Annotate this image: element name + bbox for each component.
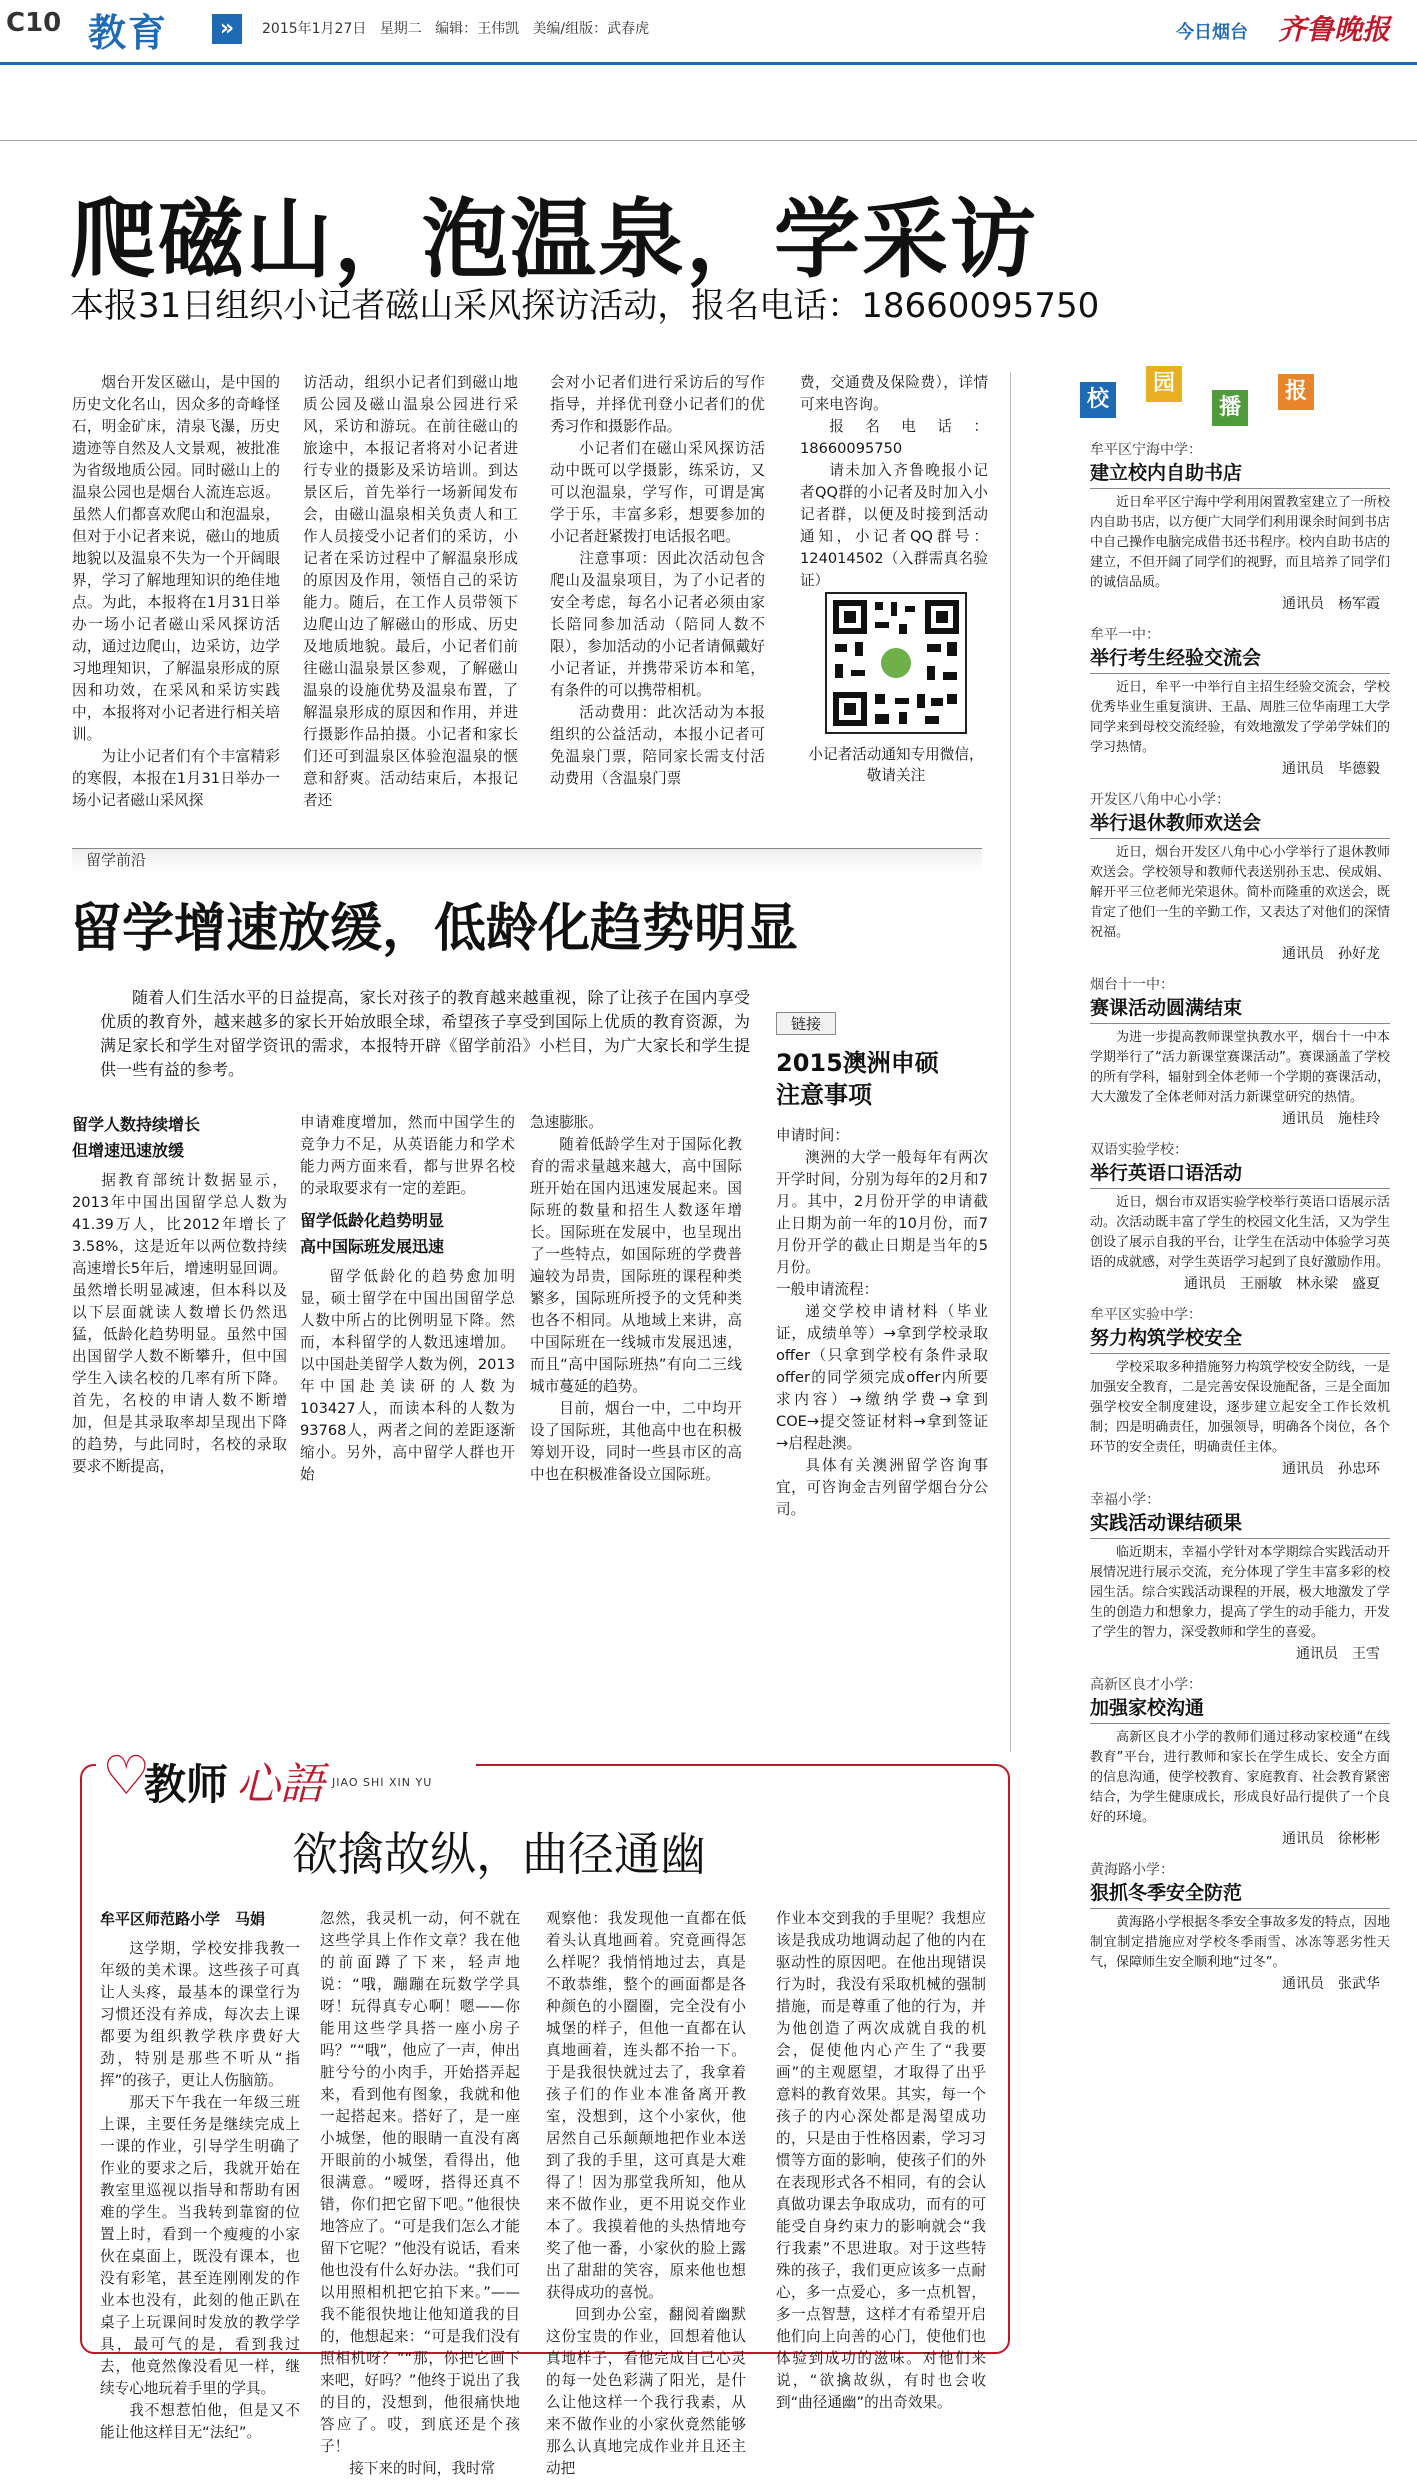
lead-col-3 — [550, 372, 765, 790]
teacher-col-3 — [546, 1908, 746, 2480]
teacher-col1-p2: 那天下午我在一年级三班上课，主要任务是继续完成上一课的作业，引导学生明确了作业的要求之后，我就开始在教室里巡视以指导和帮助有困难的学生。当我转到靠窗的位置上时，看到一个瘦瘦的小家伙在桌面上，既没有课本，也没有彩笔，甚至连刚刚发的作业本也没有，此刻的他正趴在桌子上玩课间时发放的教学学具，最可气的是，看到我过去，他竟然像没看见一样，继续专心地玩着手里的学具。 — [100, 2094, 300, 2397]
header-editor: 编辑：王伟凯 — [435, 21, 520, 37]
sidebar-char-1: 校 — [1080, 382, 1116, 418]
link-title-1: 2015澳洲申硕 — [776, 1049, 939, 1077]
news-reporter: 通讯员 施桂玲 — [1282, 1111, 1380, 1127]
teacher-col2-p2: 接下来的时间，我时常 — [349, 2460, 496, 2477]
news-item-9 — [1090, 1860, 1390, 1995]
lead-col3-p3: 注意事项：因此次活动包含爬山及温泉项目，为了小记者的安全考虑，每名小记者必须由家长陪同参加活动（陪同人数不限），参加活动的小记者请佩戴好小记者证，并携带采访本和笔，有条件的可以携带相机。 — [550, 550, 765, 699]
lead-col3-p2: 小记者们在磁山采风探访活动中既可以学摄影，练采访，又可以泡温泉，学写作，可谓是寓学于乐，丰富多彩，想要参加的小记者赶紧拨打电话报名吧。 — [550, 440, 765, 545]
sidebar-header — [1080, 360, 1400, 430]
news-school: 烟台十一中： — [1090, 977, 1174, 993]
link-title-2: 注意事项 — [776, 1081, 872, 1109]
news-title: 狠抓冬季安全防范 — [1090, 1880, 1390, 1909]
teacher-col-1 — [100, 1938, 300, 2444]
link-p3: 一般申请流程： — [776, 1281, 879, 1298]
abroad-col3-p2: 随着低龄学生对于国际化教育的需求量越来越大，高中国际班开始在国内迅速发展起来。国际班的数量和招生人数逐年增长。国际班在发展中，也呈现出了一些特点，如国际班的学费普遍较为昂贵，国际班的课程种类繁多，国际班所授予的文凭种类也各不相同。从地域上来讲，高中国际班在一线城市发展迅速，而且“高中国际班热”有向二三线城市蔓延的趋势。 — [530, 1136, 742, 1395]
header-rule-thin — [0, 140, 1417, 141]
news-body: 为进一步提高教师课堂执教水平，烟台十一中本学期举行了“活力新课堂赛课活动”。赛课涵盖了学校的所有学科，辐射到全体老师一个学期的赛课活动，大大激发了全体老师对活力新课堂研究的热情。 — [1090, 1030, 1390, 1105]
abroad-col-1 — [72, 1112, 287, 1478]
news-title: 建立校内自助书店 — [1090, 460, 1390, 489]
abroad-col-2 — [300, 1112, 515, 1486]
news-school: 双语实验学校： — [1090, 1142, 1188, 1158]
sidebar-char-3: 播 — [1212, 390, 1248, 426]
abroad-col1-p1: 据教育部统计数据显示，2013年中国出国留学总人数为41.39万人，比2012年增长了3.58%，这是近年以两位数持续高速增长5年后，增速明显回调。虽然增长明显减速，但本科以及以下层面就读人数增长仍然迅猛，低龄化趋势明显。虽然中国出国留学人数不断攀升，但中国学生入读名校的几率有所下降。首先，名校的申请人数不断增加，但是其录取率却呈现出下降的趋势，与此同时，名校的录取要求不断提高， — [72, 1172, 287, 1475]
news-title: 实践活动课结硕果 — [1090, 1510, 1390, 1539]
news-item-3 — [1090, 790, 1390, 965]
news-body: 黄海路小学根据冬季安全事故多发的特点，因地制宜制定措施应对学校冬季雨雪、冰冻等恶劣性天气，保障师生安全顺利地“过冬”。 — [1090, 1915, 1390, 1970]
teacher-col4-p1: 作业本交到我的手里呢？我想应该是我成功地调动起了他的内在驱动性的原因吧。在他出现错误行为时，我没有采取机械的强制措施，而是尊重了他的行为，并为他创造了两次成就自我的机会，促使他内心产生了“我要画”的主观愿望，才取得了出乎意料的教育效果。其实，每一个孩子的内心深处都是渴望成功的，只是由于性格因素，学习习惯等方面的影响，使孩子们的外在表现形式各不相同，有的会认真做功课去争取成功，而有的可能受自身约束力的影响就会“我行我素”不思进取。对于这些特殊的孩子，我们更应该多一点耐心，多一点爱心，多一点机智，多一点智慧，这样才有希望开启他们向上向善的心门，使他们也体验到成功的滋味。对他们来说，“欲擒故纵，有时也会收到“曲径通幽”的出奇效果。 — [776, 1910, 986, 2411]
abroad-col-3 — [530, 1112, 742, 1486]
lead-col2-p1: 访活动，组织小记者们到磁山地质公园及磁山温泉公园进行采风，采访和游玩。在前往磁山的旅途中，本报记者将对小记者进行专业的摄影及采访培训。到达景区后，首先举行一场新闻发布会，由磁山温泉相关负责人和工作人员接受小记者们的采访，小记者在采访过程中了解温泉形成的原因及作用，领悟自己的采访能力。随后，在工作人员带领下边爬山边了解磁山的形成、历史及地质地貌。最后，小记者们前往磁山温泉景区参观，了解磁山温泉的设施优势及温泉布置，了解温泉形成的原因和作用，并进行摄影作品拍摄。小记者和家长们还可到温泉区体验泡温泉的惬意和舒爽。活动结束后，本报记者还 — [303, 374, 518, 809]
teacher-col1-p3: 我不想惹怕他，但是又不能让他这样目无“法纪”。 — [100, 2402, 300, 2441]
news-school: 开发区八角中心小学： — [1090, 792, 1230, 808]
news-body: 近日牟平区宁海中学利用闲置教室建立了一所校内自助书店，以方便广大同学们利用课余时间到书店中自己操作电脑完成借书还书程序。校内自助书店的建立，不但开阔了同学们的视野，而且培养了同学们的诚信品质。 — [1090, 495, 1390, 590]
news-body: 近日，烟台开发区八角中心小学举行了退休教师欢送会。学校领导和教师代表送别孙玉忠、侯成娟、解开平三位老师光荣退休。简朴而隆重的欢送会，既肯定了他们一生的辛勤工作，又表达了对他们的深情祝福。 — [1090, 845, 1390, 940]
news-school: 牟平区实验中学： — [1090, 1307, 1202, 1323]
section-arrow-icon: » — [212, 14, 242, 44]
teacher-logo-pinyin: JIAO SHI XIN YU — [332, 1776, 433, 1789]
link-box — [776, 1012, 988, 1712]
news-reporter: 通讯员 孙忠环 — [1282, 1461, 1380, 1477]
page-number: C10 — [6, 8, 62, 38]
news-reporter: 通讯员 徐彬彬 — [1282, 1831, 1380, 1847]
teacher-col-4 — [776, 1908, 986, 2414]
teacher-col3-p2: 回到办公室，翻阅着幽默这份宝贵的作业，回想着他认真地样子，看他完成自己心灵的每一处色彩满了阳光，是什么让他这样一个我行我素，从来不做作业的小家伙竟然能够那么认真地完成作业并且还主动把 — [546, 2306, 746, 2477]
news-reporter: 通讯员 孙好龙 — [1282, 946, 1380, 962]
news-title: 赛课活动圆满结束 — [1090, 995, 1390, 1024]
abroad-col2-p1: 申请难度增加，然而中国学生的竞争力不足，从英语能力和学术能力两方面来看，都与世界名校的录取要求有一定的差距。 — [300, 1114, 515, 1197]
header-designer: 美编/组版：武春虎 — [532, 21, 650, 37]
newspaper-logo: 齐鲁晚报 — [1278, 13, 1391, 46]
news-body: 近日，牟平一中举行自主招生经验交流会，学校优秀毕业生重复演讲、王晶、周胜三位华南理工大学同学来到母校交流经验，有效地激发了学弟学妹们的学习热情。 — [1090, 680, 1390, 755]
news-school: 高新区良才小学： — [1090, 1677, 1202, 1693]
lead-col4-p1: 费，交通费及保险费），详情可来电咨询。 — [800, 374, 988, 413]
teacher-col-2 — [320, 1908, 520, 2480]
news-title: 举行英语口语活动 — [1090, 1160, 1390, 1189]
news-reporter: 通讯员 杨军霞 — [1282, 596, 1380, 612]
link-tag: 链接 — [776, 1012, 836, 1035]
news-item-1 — [1090, 440, 1390, 615]
news-title: 努力构筑学校安全 — [1090, 1325, 1390, 1354]
sidebar-char-4: 报 — [1278, 374, 1314, 410]
abroad-col3-p1: 急速膨胀。 — [530, 1114, 603, 1131]
news-school: 牟平一中： — [1090, 627, 1160, 643]
lead-col-2 — [303, 372, 518, 812]
abroad-subhead-1a: 留学人数持续增长 — [72, 1115, 201, 1134]
news-body: 高新区良才小学的教师们通过移动家校通“在线教育”平台，进行教师和家长在学生成长、安全方面的信息沟通，使学校教育、家庭教育、社会教育紧密结合，为学生健康成长，形成良好品行提供了一个良好的环境。 — [1090, 1730, 1390, 1825]
news-item-7 — [1090, 1490, 1390, 1665]
news-body: 临近期末，幸福小学针对本学期综合实践活动开展情况进行展示交流，充分体现了学生丰富多彩的校园生活。综合实践活动课程的开展，极大地激发了学生的创造力和想象力，提高了学生的动手能力，开发了学生的智力，深受教师和学生的喜爱。 — [1090, 1545, 1390, 1640]
header-date: 2015年1月27日 — [262, 21, 367, 37]
news-title: 举行考生经验交流会 — [1090, 645, 1390, 674]
header-rule — [0, 62, 1417, 65]
news-reporter: 通讯员 张武华 — [1282, 1976, 1380, 1992]
lead-col4-p2: 报名电话：18660095750 — [800, 418, 988, 457]
link-p2: 澳洲的大学一般每年有两次开学时间，分别为每年的2月和7月。其中，2月份开学的申请截止日期为前一年的10月份，而7月份开学的截止日期是当年的5月份。 — [776, 1149, 988, 1276]
lead-col1-p1: 烟台开发区磁山，是中国的历史文化名山，因众多的奇峰怪石，明金矿床，清泉飞瀑，历史遗迹等自然及人文景观，被批准为省级地质公园。同时磁山上的温泉公园也是烟台人流连忘返。虽然人们都喜欢爬山和泡温泉，但对于小记者来说，磁山的地质地貌以及温泉不失为一个开阔眼界，学习了解地理知识的绝佳地点。为此，本报将在1月31日举办一场小记者磁山采风探访活动，通过边爬山，边采访，边学习地理知识，了解温泉形成的原因和功效，在采风和采访实践中，本报将对小记者进行相关培训。 — [72, 374, 280, 743]
teacher-logo — [96, 1738, 476, 1808]
lead-col-4 — [800, 372, 988, 592]
abroad-subhead-1b: 但增速迅速放缓 — [72, 1141, 185, 1160]
abroad-tag: 留学前沿 — [86, 851, 147, 869]
sidebar-char-2: 园 — [1146, 366, 1182, 402]
heart-icon: ♡ — [102, 1744, 151, 1807]
news-reporter: 通讯员 王雪 — [1296, 1646, 1380, 1662]
abroad-subhead-2a: 留学低龄化趋势明显 — [300, 1211, 445, 1230]
abroad-subhead-2b: 高中国际班发展迅速 — [300, 1237, 445, 1256]
abroad-col3-p3: 目前，烟台一中，二中均开设了国际班，其他高中也在积极筹划开设，同时一些县市区的高中也在积极准备设立国际班。 — [530, 1400, 742, 1483]
sidebar-divider — [1010, 372, 1011, 1752]
lead-col3-p1: 会对小记者们进行采访后的写作指导，并择优刊登小记者们的优秀习作和摄影作品。 — [550, 374, 765, 435]
abroad-tag-bar — [72, 848, 982, 872]
news-item-2 — [1090, 625, 1390, 780]
news-title: 举行退休教师欢送会 — [1090, 810, 1390, 839]
news-reporter: 通讯员 王丽敏 林永梁 盛夏 — [1184, 1276, 1380, 1292]
news-body: 学校采取多种措施努力构筑学校安全防线，一是加强安全教育，二是完善安保设施配备，三是全面加强学校安全制度建设，逐步建立起安全工作长效机制；四是明确责任，加强领导，明确各个岗位，各个环节的安全责任，明确责任主体。 — [1090, 1360, 1390, 1455]
teacher-byline: 牟平区师范路小学 马娟 — [100, 1910, 266, 1928]
lead-col4-p3: 请未加入齐鲁晚报小记者QQ群的小记者及时加入小记者群，以便及时接到活动通知，小记者QQ群号：124014502（入群需真名验证） — [800, 462, 988, 589]
news-item-5 — [1090, 1140, 1390, 1295]
teacher-logo-a: 教师 — [144, 1760, 229, 1809]
header-city: 今日烟台 — [1176, 22, 1248, 43]
teacher-col2-p1: 忽然，我灵机一动，何不就在这些学具上作作文章？我在他的前面蹲了下来，轻声地说：“哦，蹦蹦在玩数学学具呀！玩得真专心啊！嗯——你能用这些学具搭一座小房子吗？”“哦”，他应了一声，伸出脏兮兮的小肉手，开始搭弄起来，看到他有图象，我就和他一起搭起来。搭好了，是一座小城堡，他的眼睛一直没有离开眼前的小城堡，看得出，他很满意。“嗳呀，搭得还真不错，你们把它留下吧。”他很快地答应了。“可是我们怎么才能留下它呢？”他没有说话，看来他也没有什么好办法。“我们可以用照相机把它拍下来。”——我不能很快地让他知道我的目的，他想起来：“可是我们没有照相机呀？”“那，你把它画下来吧，好吗？”他终于说出了我的目的，没想到，他很痛快地答应了。哎，到底还是个孩子！ — [320, 1910, 520, 2455]
news-school: 黄海路小学： — [1090, 1862, 1174, 1878]
news-title: 加强家校沟通 — [1090, 1695, 1390, 1724]
news-school: 幸福小学： — [1090, 1492, 1160, 1508]
news-reporter: 通讯员 毕德毅 — [1282, 761, 1380, 777]
qr-caption: 小记者活动通知专用微信，敬请关注 — [808, 746, 984, 784]
news-item-6 — [1090, 1305, 1390, 1480]
news-item-8 — [1090, 1675, 1390, 1850]
link-p1: 申请时间： — [776, 1127, 849, 1144]
news-item-4 — [1090, 975, 1390, 1130]
link-p4: 递交学校申请材料（毕业证，成绩单等）→拿到学校录取offer（只拿到学校有条件录取offer的同学须完成offer内所要求内容）→缴纳学费→拿到COE→提交签证材料→拿到签证→启程赴澳。 — [776, 1303, 988, 1452]
qr-code — [825, 592, 967, 734]
teacher-col3-p1: 观察他：我发现他一直都在低着头认真地画着。究竟画得怎么样呢？我悄悄地过去，真是不敢恭维，整个的画面都是各种颜色的小圈圈，完全没有小城堡的样子，但他一直都在认真地画着，连头都不抬一下。于是我很快就过去了，我拿着孩子们的作业本准备离开教室，没想到，这个小家伙，他居然自己乐颠颠地把作业本送到了我的手里，这可真是大难得了！因为那堂我所知，他从来不做作业，更不用说交作业本了。我摸着他的头热情地夸奖了他一番，小家伙的脸上露出了甜甜的笑容，原来他也想获得成功的喜悦。 — [546, 1910, 746, 2301]
lead-col3-p4: 活动费用：此次活动为本报组织的公益活动，本报小记者可免温泉门票，陪同家长需支付活动费用（含温泉门票 — [550, 704, 765, 787]
link-p5: 具体有关澳洲留学咨询事宜，可咨询金吉列留学烟台分公司。 — [776, 1457, 988, 1518]
lead-col1-p2: 为让小记者们有个丰富精彩的寒假，本报在1月31日举办一场小记者磁山采风探 — [72, 748, 280, 809]
header-meta — [262, 18, 649, 38]
lead-subtitle: 本报31日组织小记者磁山采风探访活动，报名电话：18660095750 — [70, 286, 1100, 326]
lead-title: 爬磁山，泡温泉，学采访 — [70, 190, 1038, 290]
sidebar-news — [1090, 440, 1390, 2005]
header-weekday: 星期二 — [379, 21, 422, 37]
teacher-title: 欲擒故纵，曲径通幽 — [292, 1827, 706, 1881]
section-title: 教育 — [88, 11, 169, 55]
teacher-col1-p1: 这学期，学校安排我教一年级的美术课。这些孩子可真让人头疼，最基本的课堂行为习惯还没有养成，每次去上课都要为组织教学秩序费好大劲，特别是那些不听从“指挥”的孩子，更让人伤脑筋。 — [100, 1940, 300, 2089]
page-header — [0, 0, 1417, 64]
abroad-col2-p2: 留学低龄化的趋势愈加明显，硕士留学在中国出国留学总人数中所占的比例明显下降。然而，本科留学的人数迅速增加。以中国赴美留学人数为例，2013年中国赴美读研的人数为103427人，而读本科的人数为93768人，两者之间的差距逐渐缩小。另外，高中留学人群也开始 — [300, 1268, 515, 1483]
abroad-title: 留学增速放缓，低龄化趋势明显 — [70, 899, 799, 959]
abroad-intro: 随着人们生活水平的日益提高，家长对孩子的教育越来越重视，除了让孩子在国内享受优质的教育外，越来越多的家长开始放眼全球，希望孩子享受到国际上优质的教育资源，为满足家长和学生对留学资讯的需求，本报特开辟《留学前沿》小栏目，为广大家长和学生提供一些有益的参考。 — [100, 988, 750, 1079]
teacher-logo-b: 心語 — [236, 1759, 324, 1810]
news-body: 近日，烟台市双语实验学校举行英语口语展示活动。次活动既丰富了学生的校园文化生活，又为学生创设了展示自我的平台，让学生在活动中体验学习英语的成就感，对学生英语学习起到了良好激励作用。 — [1090, 1195, 1390, 1270]
news-school: 牟平区宁海中学： — [1090, 442, 1202, 458]
lead-col-1 — [72, 372, 280, 812]
